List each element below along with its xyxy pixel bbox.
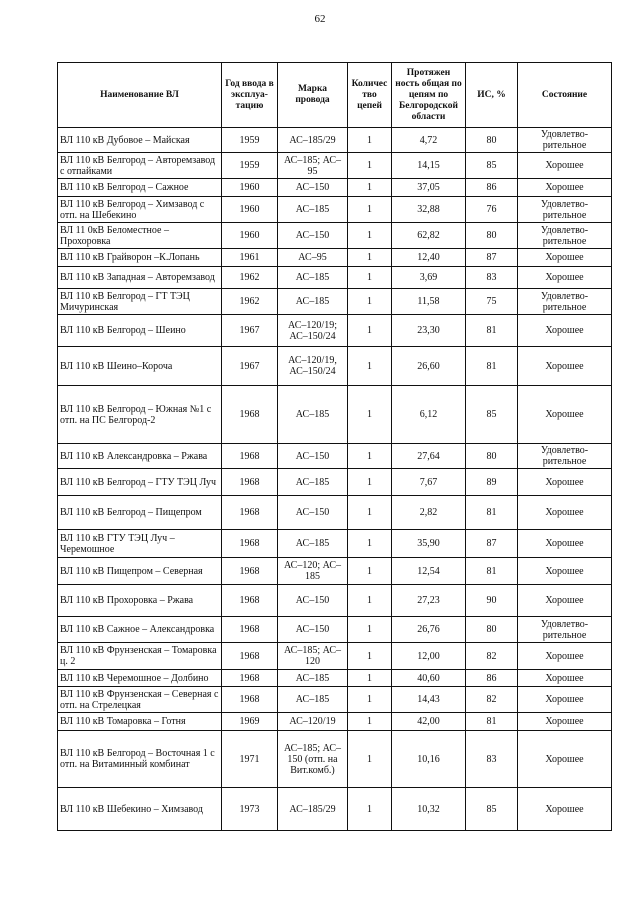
cell-length: 4,72 [392, 128, 466, 153]
cell-year: 1968 [222, 469, 278, 496]
cell-wire: АС–150 [278, 444, 348, 469]
table-row [58, 585, 612, 617]
table-row [58, 128, 612, 153]
cell-state: Хорошее [518, 267, 612, 289]
cell-circuits: 1 [348, 585, 392, 617]
cell-year: 1973 [222, 788, 278, 831]
table-row [58, 731, 612, 788]
table-row [58, 617, 612, 643]
cell-wire: АС–185 [278, 469, 348, 496]
cell-name: ВЛ 110 кВ Белгород – Шеино [58, 315, 222, 347]
cell-name: ВЛ 110 кВ Шебекино – Химзавод [58, 788, 222, 831]
table-row [58, 386, 612, 444]
cell-is: 80 [466, 444, 518, 469]
cell-length: 14,43 [392, 687, 466, 713]
cell-year: 1968 [222, 558, 278, 585]
cell-circuits: 1 [348, 386, 392, 444]
cell-wire: АС–185 [278, 530, 348, 558]
cell-length: 27,23 [392, 585, 466, 617]
cell-length: 12,00 [392, 643, 466, 670]
cell-name: ВЛ 110 кВ Белгород – ГТ ТЭЦ Мичуринская [58, 289, 222, 315]
cell-wire: АС–95 [278, 249, 348, 267]
cell-state: Хорошее [518, 386, 612, 444]
page-number: 62 [314, 13, 326, 25]
cell-length: 62,82 [392, 223, 466, 249]
cell-length: 32,88 [392, 197, 466, 223]
cell-is: 90 [466, 585, 518, 617]
table-row [58, 643, 612, 670]
cell-year: 1968 [222, 617, 278, 643]
cell-circuits: 1 [348, 687, 392, 713]
cell-year: 1968 [222, 530, 278, 558]
cell-length: 26,76 [392, 617, 466, 643]
col-header-year: Год ввода в эксплуа-тацию [222, 63, 278, 128]
cell-is: 83 [466, 267, 518, 289]
table-row [58, 444, 612, 469]
cell-year: 1968 [222, 386, 278, 444]
cell-state: Удовлетво-рительное [518, 223, 612, 249]
cell-wire: АС–150 [278, 496, 348, 530]
cell-length: 10,16 [392, 731, 466, 788]
table-row [58, 558, 612, 585]
cell-year: 1962 [222, 289, 278, 315]
cell-year: 1968 [222, 687, 278, 713]
cell-year: 1968 [222, 585, 278, 617]
cell-name: ВЛ 110 кВ Черемошное – Долбино [58, 670, 222, 687]
cell-wire: АС–185; АС–150 (отп. на Вит.комб.) [278, 731, 348, 788]
table-row [58, 179, 612, 197]
col-header-name: Наименование ВЛ [58, 63, 222, 128]
cell-year: 1960 [222, 197, 278, 223]
cell-name: ВЛ 110 кВ Шеино–Короча [58, 347, 222, 386]
table-row [58, 670, 612, 687]
cell-wire: АС–185/29 [278, 788, 348, 831]
cell-circuits: 1 [348, 788, 392, 831]
cell-circuits: 1 [348, 347, 392, 386]
cell-circuits: 1 [348, 670, 392, 687]
cell-state: Хорошее [518, 347, 612, 386]
col-header-is: ИС, % [466, 63, 518, 128]
cell-wire: АС–120; АС–185 [278, 558, 348, 585]
cell-wire: АС–185 [278, 687, 348, 713]
cell-is: 86 [466, 670, 518, 687]
cell-length: 40,60 [392, 670, 466, 687]
cell-wire: АС–120/19, АС–150/24 [278, 347, 348, 386]
cell-is: 81 [466, 315, 518, 347]
cell-name: ВЛ 110 кВ Сажное – Александровка [58, 617, 222, 643]
col-header-circuits: Количес тво цепей [348, 63, 392, 128]
table-row [58, 347, 612, 386]
table-row [58, 267, 612, 289]
cell-length: 37,05 [392, 179, 466, 197]
col-header-length: Протяжен ность общая по цепям по Белгородской области [392, 63, 466, 128]
cell-state: Хорошее [518, 315, 612, 347]
cell-state: Хорошее [518, 530, 612, 558]
cell-circuits: 1 [348, 643, 392, 670]
cell-length: 42,00 [392, 713, 466, 731]
cell-state: Удовлетво-рительное [518, 617, 612, 643]
table-row [58, 469, 612, 496]
cell-year: 1961 [222, 249, 278, 267]
cell-wire: АС–185 [278, 267, 348, 289]
cell-is: 76 [466, 197, 518, 223]
cell-name: ВЛ 110 кВ Белгород – Восточная 1 с отп. на Витаминный комбинат [58, 731, 222, 788]
cell-name: ВЛ 110 кВ Прохоровка – Ржава [58, 585, 222, 617]
cell-circuits: 1 [348, 469, 392, 496]
cell-year: 1968 [222, 643, 278, 670]
cell-circuits: 1 [348, 128, 392, 153]
cell-state: Удовлетво-рительное [518, 289, 612, 315]
cell-year: 1971 [222, 731, 278, 788]
cell-is: 81 [466, 558, 518, 585]
cell-name: ВЛ 11 0кВ Беломестное – Прохоровка [58, 223, 222, 249]
cell-circuits: 1 [348, 558, 392, 585]
cell-state: Хорошее [518, 788, 612, 831]
cell-wire: АС–185 [278, 670, 348, 687]
cell-is: 87 [466, 249, 518, 267]
col-header-wire: Марка провода [278, 63, 348, 128]
cell-name: ВЛ 110 кВ Белгород – Авторемзавод с отпайками [58, 153, 222, 179]
cell-length: 2,82 [392, 496, 466, 530]
cell-year: 1960 [222, 179, 278, 197]
cell-state: Удовлетво-рительное [518, 444, 612, 469]
cell-circuits: 1 [348, 731, 392, 788]
cell-length: 12,54 [392, 558, 466, 585]
cell-length: 10,32 [392, 788, 466, 831]
cell-wire: АС–185 [278, 289, 348, 315]
cell-length: 14,15 [392, 153, 466, 179]
cell-is: 75 [466, 289, 518, 315]
cell-is: 82 [466, 687, 518, 713]
cell-year: 1967 [222, 347, 278, 386]
cell-circuits: 1 [348, 496, 392, 530]
cell-length: 11,58 [392, 289, 466, 315]
table-row [58, 289, 612, 315]
cell-is: 81 [466, 347, 518, 386]
col-header-state: Состояние [518, 63, 612, 128]
table-row [58, 788, 612, 831]
table-body [58, 128, 612, 831]
table-row [58, 315, 612, 347]
table-row [58, 687, 612, 713]
cell-circuits: 1 [348, 530, 392, 558]
cell-is: 86 [466, 179, 518, 197]
cell-circuits: 1 [348, 617, 392, 643]
cell-length: 26,60 [392, 347, 466, 386]
cell-state: Хорошее [518, 713, 612, 731]
table-row [58, 713, 612, 731]
cell-year: 1959 [222, 128, 278, 153]
cell-wire: АС–185 [278, 386, 348, 444]
cell-is: 85 [466, 386, 518, 444]
cell-circuits: 1 [348, 315, 392, 347]
cell-circuits: 1 [348, 249, 392, 267]
cell-circuits: 1 [348, 267, 392, 289]
cell-state: Хорошее [518, 731, 612, 788]
table-row [58, 223, 612, 249]
cell-is: 80 [466, 617, 518, 643]
cell-year: 1968 [222, 444, 278, 469]
cell-circuits: 1 [348, 197, 392, 223]
cell-length: 12,40 [392, 249, 466, 267]
cell-is: 89 [466, 469, 518, 496]
cell-is: 80 [466, 128, 518, 153]
cell-name: ВЛ 110 кВ Александровка – Ржава [58, 444, 222, 469]
cell-wire: АС–185; АС–95 [278, 153, 348, 179]
cell-state: Хорошее [518, 179, 612, 197]
power-lines-table [57, 62, 612, 831]
cell-circuits: 1 [348, 223, 392, 249]
cell-state: Хорошее [518, 153, 612, 179]
cell-length: 23,30 [392, 315, 466, 347]
cell-length: 35,90 [392, 530, 466, 558]
table-row [58, 197, 612, 223]
cell-year: 1962 [222, 267, 278, 289]
cell-name: ВЛ 110 кВ Фрунзенская – Северная с отп. на Стрелецкая [58, 687, 222, 713]
cell-wire: АС–150 [278, 617, 348, 643]
cell-name: ВЛ 110 кВ Белгород – Пищепром [58, 496, 222, 530]
cell-is: 81 [466, 713, 518, 731]
cell-circuits: 1 [348, 713, 392, 731]
cell-state: Хорошее [518, 687, 612, 713]
cell-state: Хорошее [518, 469, 612, 496]
cell-is: 85 [466, 153, 518, 179]
cell-is: 80 [466, 223, 518, 249]
cell-name: ВЛ 110 кВ Западная – Авторемзавод [58, 267, 222, 289]
header-row [58, 63, 612, 128]
cell-name: ВЛ 110 кВ Пищепром – Северная [58, 558, 222, 585]
cell-length: 7,67 [392, 469, 466, 496]
cell-state: Хорошее [518, 585, 612, 617]
cell-year: 1960 [222, 223, 278, 249]
cell-is: 83 [466, 731, 518, 788]
table-row [58, 153, 612, 179]
cell-wire: АС–185/29 [278, 128, 348, 153]
cell-year: 1968 [222, 496, 278, 530]
cell-wire: АС–120/19 [278, 713, 348, 731]
cell-name: ВЛ 110 кВ Дубовое – Майская [58, 128, 222, 153]
table-row [58, 249, 612, 267]
cell-length: 6,12 [392, 386, 466, 444]
cell-name: ВЛ 110 кВ ГТУ ТЭЦ Луч – Черемошное [58, 530, 222, 558]
cell-state: Хорошее [518, 249, 612, 267]
cell-wire: АС–185; АС–120 [278, 643, 348, 670]
cell-wire: АС–150 [278, 585, 348, 617]
cell-is: 82 [466, 643, 518, 670]
cell-name: ВЛ 110 кВ Белгород – Химзавод с отп. на Шебекино [58, 197, 222, 223]
table-row [58, 496, 612, 530]
cell-wire: АС–185 [278, 197, 348, 223]
cell-state: Хорошее [518, 643, 612, 670]
cell-name: ВЛ 110 кВ Белгород – Сажное [58, 179, 222, 197]
cell-name: ВЛ 110 кВ Томаровка – Готня [58, 713, 222, 731]
cell-is: 85 [466, 788, 518, 831]
cell-name: ВЛ 110 кВ Грайворон –К.Лопань [58, 249, 222, 267]
cell-wire: АС–120/19; АС–150/24 [278, 315, 348, 347]
cell-length: 3,69 [392, 267, 466, 289]
table-row [58, 530, 612, 558]
cell-is: 81 [466, 496, 518, 530]
cell-circuits: 1 [348, 289, 392, 315]
cell-circuits: 1 [348, 444, 392, 469]
cell-circuits: 1 [348, 153, 392, 179]
cell-state: Хорошее [518, 496, 612, 530]
cell-length: 27,64 [392, 444, 466, 469]
cell-name: ВЛ 110 кВ Фрунзенская – Томаровка ц. 2 [58, 643, 222, 670]
cell-name: ВЛ 110 кВ Белгород – ГТУ ТЭЦ Луч [58, 469, 222, 496]
cell-state: Хорошее [518, 670, 612, 687]
cell-year: 1959 [222, 153, 278, 179]
cell-wire: АС–150 [278, 179, 348, 197]
cell-state: Хорошее [518, 558, 612, 585]
cell-wire: АС–150 [278, 223, 348, 249]
cell-is: 87 [466, 530, 518, 558]
cell-circuits: 1 [348, 179, 392, 197]
cell-name: ВЛ 110 кВ Белгород – Южная №1 с отп. на ПС Белгород-2 [58, 386, 222, 444]
cell-year: 1967 [222, 315, 278, 347]
cell-year: 1969 [222, 713, 278, 731]
cell-state: Удовлетво-рительное [518, 197, 612, 223]
cell-year: 1968 [222, 670, 278, 687]
cell-state: Удовлетво-рительное [518, 128, 612, 153]
